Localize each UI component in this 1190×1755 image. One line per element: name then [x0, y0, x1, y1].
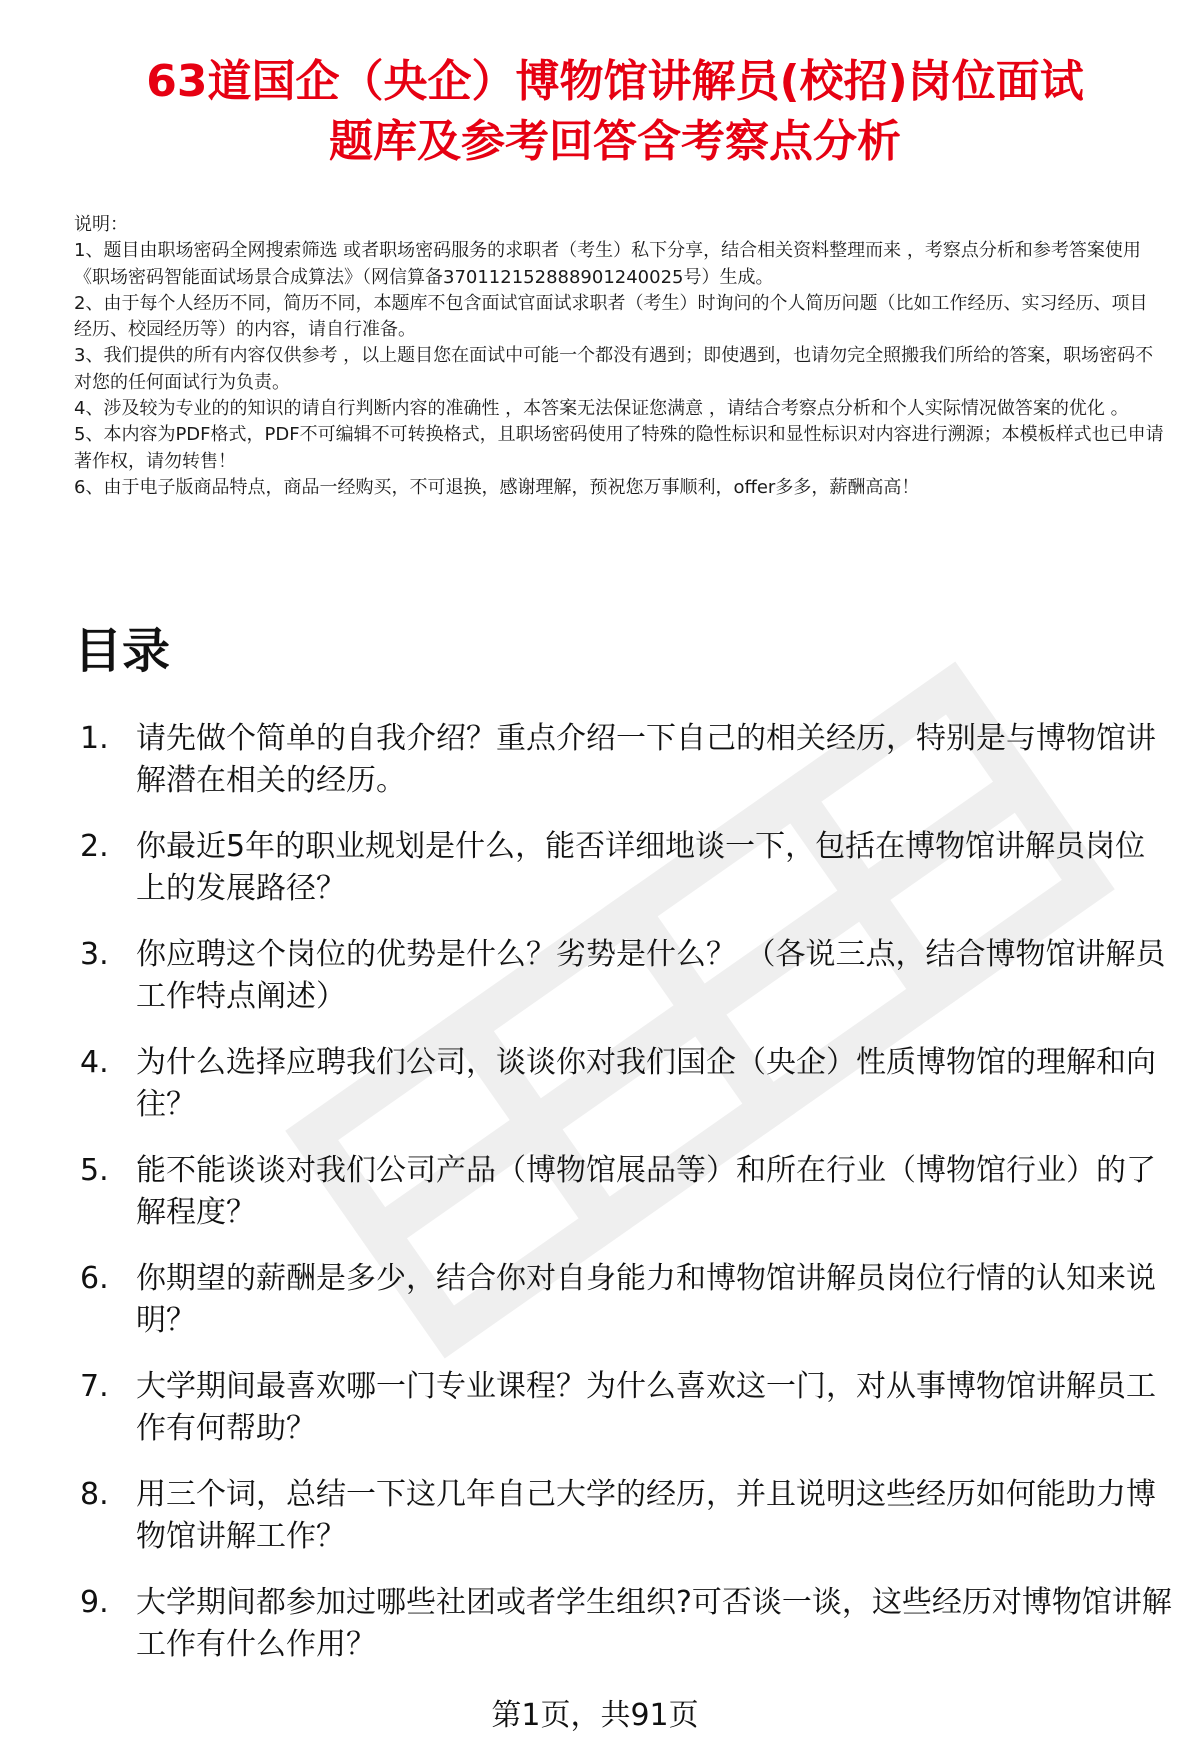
toc-item-text: 能不能谈谈对我们公司产品（博物馆展品等）和所在行业（博物馆行业）的了解程度？ [136, 1153, 1156, 1230]
toc-item-text: 请先做个简单的自我介绍？重点介绍一下自己的相关经历，特别是与博物馆讲解潜在相关的经历。 [136, 721, 1156, 798]
title-line-1: 63道国企（央企）博物馆讲解员(校招)岗位面试 [146, 56, 1084, 107]
title-line-2: 题库及参考回答含考察点分析 [329, 116, 901, 167]
toc-item-number: 2. [80, 829, 109, 864]
toc-item[interactable] [74, 826, 1174, 910]
instructions [74, 212, 1164, 501]
toc-item-number: 6. [80, 1261, 109, 1296]
toc-item-text: 为什么选择应聘我们公司，谈谈你对我们国企（央企）性质博物馆的理解和向往？ [136, 1045, 1156, 1122]
toc-item-number: 1. [80, 721, 109, 756]
toc-item[interactable] [74, 1366, 1174, 1450]
toc-item-number: 9. [80, 1585, 109, 1620]
toc-item[interactable] [74, 1258, 1174, 1342]
note-item: 2、由于每个人经历不同，简历不同，本题库不包含面试官面试求职者（考生）时询问的个人简历问题（比如工作经历、实习经历、项目经历、校园经历等）的内容，请自行准备。 [74, 292, 1148, 341]
toc-item-text: 大学期间最喜欢哪一门专业课程？为什么喜欢这一门，对从事博物馆讲解员工作有何帮助？ [136, 1369, 1156, 1446]
note-item: 1、题目由职场密码全网搜索筛选 或者职场密码服务的求职者（考生）私下分享，结合相关资料整理而来 ，考察点分析和参考答案使用《职场密码智能面试场景合成算法》（网信算备370112152888901240025号）生成。 [74, 240, 1141, 288]
toc-item-text: 你期望的薪酬是多少，结合你对自身能力和博物馆讲解员岗位行情的认知来说明？ [136, 1261, 1156, 1338]
table-of-contents [74, 718, 1174, 1690]
toc-item[interactable] [74, 1474, 1174, 1558]
toc-item[interactable] [74, 1150, 1174, 1234]
toc-item-text: 你最近5年的职业规划是什么，能否详细地谈一下，包括在博物馆讲解员岗位上的发展路径？ [136, 829, 1146, 906]
toc-item-number: 4. [80, 1045, 109, 1080]
page-footer: 第1页，共91页 [491, 1698, 699, 1733]
toc-item-text: 用三个词，总结一下这几年自己大学的经历，并且说明这些经历如何能助力博物馆讲解工作？ [136, 1477, 1156, 1554]
toc-item[interactable] [74, 1582, 1174, 1666]
toc-item[interactable] [74, 718, 1174, 802]
toc-item-number: 3. [80, 937, 109, 972]
toc-item-text: 大学期间都参加过哪些社团或者学生组织?可否谈一谈，这些经历对博物馆讲解工作有什么作用？ [136, 1585, 1172, 1662]
note-item: 6、由于电子版商品特点，商品一经购买，不可退换，感谢理解，预祝您万事顺利，offer多多，薪酬高高！ [74, 476, 920, 498]
toc-item-text: 你应聘这个岗位的优势是什么？劣势是什么？ （各说三点，结合博物馆讲解员工作特点阐述） [136, 937, 1166, 1014]
toc-item[interactable] [74, 1042, 1174, 1126]
toc-item-number: 7. [80, 1369, 109, 1404]
toc-item[interactable] [74, 934, 1174, 1018]
toc-item-number: 8. [80, 1477, 109, 1512]
toc-item-number: 5. [80, 1153, 109, 1188]
note-item: 4、涉及较为专业的的知识的请自行判断内容的准确性 ，本答案无法保证您满意 ，请结合考察点分析和个人实际情况做答案的优化 。 [74, 398, 1129, 420]
note-item: 3、我们提供的所有内容仅供参考 ，以上题目您在面试中可能一个都没有遇到；即使遇到，也请勿完全照搬我们所给的答案，职场密码不对您的任何面试行为负责。 [74, 345, 1154, 393]
document-title [60, 52, 1170, 172]
note-item: 5、本内容为PDF格式，PDF不可编辑不可转换格式，且职场密码使用了特殊的隐性标识和显性标识对内容进行溯源；本模板样式也已申请著作权，请勿转售！ [74, 424, 1164, 472]
note-heading: 说明： [74, 214, 128, 235]
toc-heading: 目录 [74, 623, 171, 679]
